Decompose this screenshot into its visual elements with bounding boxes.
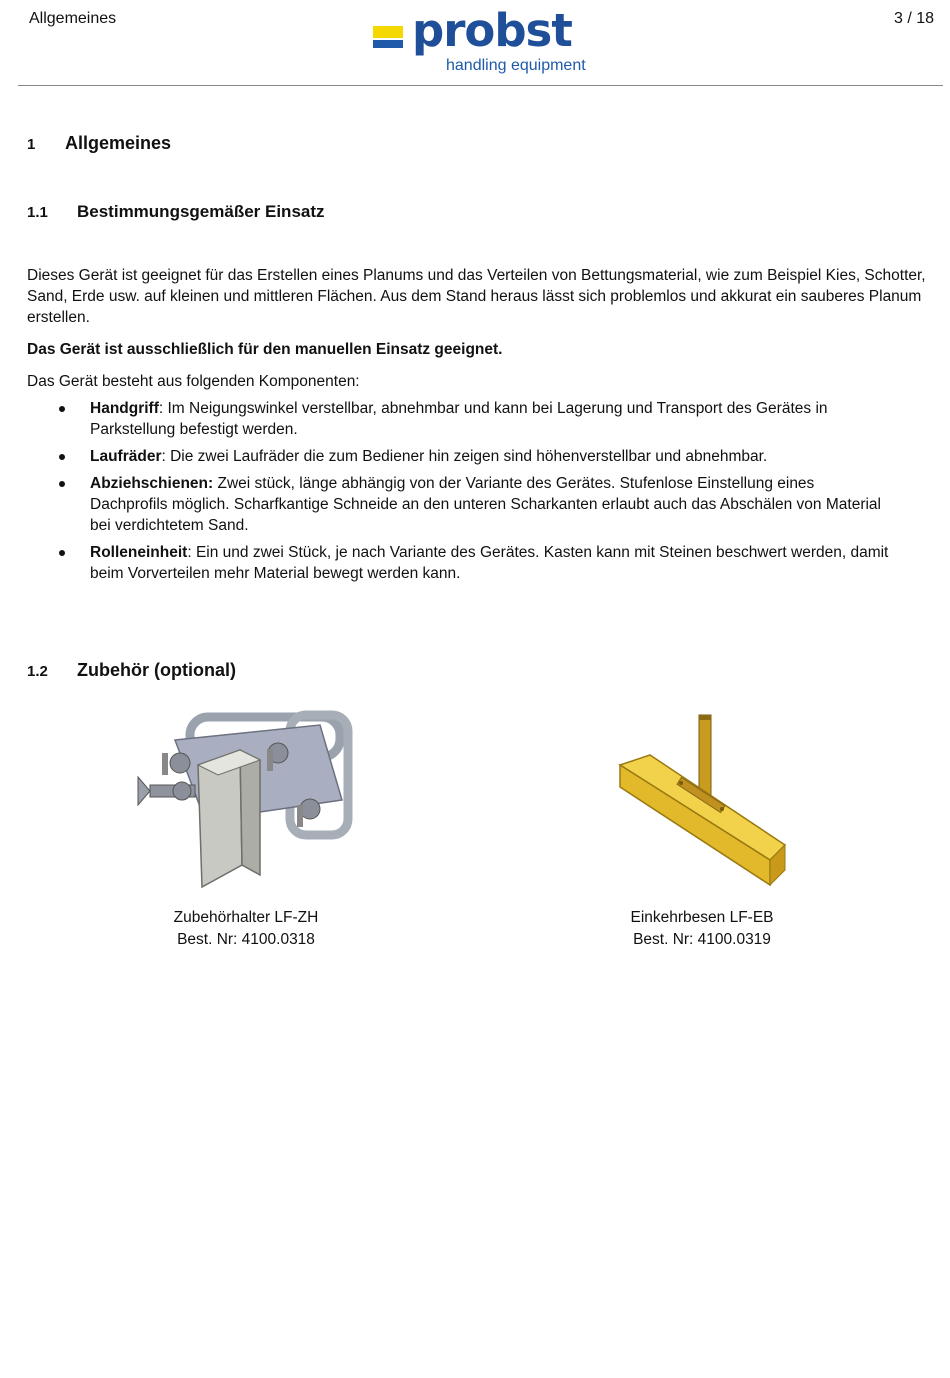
section-number: 1.1	[27, 204, 48, 221]
section-number: 1.2	[27, 663, 48, 680]
bullet-icon	[59, 406, 65, 412]
component-term: Rolleneinheit	[90, 544, 188, 561]
section-heading-1-2	[27, 660, 236, 681]
component-text: : Ein und zwei Stück, je nach Variante des Gerätes. Kasten kann mit Steinen beschwert werden, damit beim Vorverteilen mehr Material bewegt werden kann.	[90, 544, 889, 582]
usage-note: Das Gerät ist ausschließlich für den manuellen Einsatz geeignet.	[27, 341, 503, 358]
accessory-name: Zubehörhalter LF-ZH	[173, 909, 319, 926]
logo-tagline: handling equipment	[446, 57, 586, 74]
logo-mark-icon	[373, 26, 403, 48]
accessory-caption-2	[572, 907, 832, 951]
accessory-name: Einkehrbesen LF-EB	[630, 909, 774, 926]
component-term: Abziehschienen:	[90, 475, 214, 492]
list-item	[59, 398, 889, 440]
component-term: Laufräder	[90, 448, 162, 465]
chapter-number: 1	[27, 136, 36, 153]
bullet-icon	[59, 481, 65, 487]
components-intro: Das Gerät besteht aus folgenden Komponenten:	[27, 373, 360, 390]
accessory-holder-image	[120, 705, 380, 895]
section-title: Zubehör (optional)	[77, 660, 236, 680]
section-title: Bestimmungsgemäßer Einsatz	[77, 202, 325, 221]
component-text: Zwei stück, länge abhängig von der Variante des Gerätes. Stufenlose Einstellung eines Dachprofils möglich. Scharfkantige Schneide an den unteren Scharkanten erlaubt auch das Abschälen von Material bei verdichtetem Sand.	[90, 475, 881, 534]
logo-wordmark: probst	[412, 4, 572, 57]
list-item	[59, 446, 889, 467]
component-text: : Im Neigungswinkel verstellbar, abnehmbar und kann bei Lagerung und Transport des Gerätes in Parkstellung befestigt werden.	[90, 400, 828, 438]
component-text: : Die zwei Laufräder die zum Bediener hin zeigen sind höhenverstellbar und abnehmbar.	[161, 448, 768, 465]
list-item	[59, 542, 889, 584]
header-divider	[18, 85, 943, 86]
chapter-title: Allgemeines	[65, 133, 172, 153]
accessory-order-number: Best. Nr: 4100.0319	[633, 931, 771, 948]
component-term: Handgriff	[90, 400, 159, 417]
accessory-order-number: Best. Nr: 4100.0318	[177, 931, 315, 948]
bullet-icon	[59, 454, 65, 460]
header-section-title: Allgemeines	[29, 10, 117, 27]
chapter-heading	[27, 133, 171, 154]
intro-paragraph: Dieses Gerät ist geeignet für das Erstellen eines Planums und das Verteilen von Bettungsmaterial, wie zum Beispiel Kies, Schotter, Sand, Erde usw. auf kleinen und mittleren Flächen. Aus dem Stand heraus lässt sich problemlos und akkurat ein sauberes Planum erstellen.	[27, 267, 926, 326]
bullet-icon	[59, 550, 65, 556]
accessory-caption-1	[116, 907, 376, 951]
broom-image	[575, 705, 835, 895]
page-number: 3 / 18	[893, 10, 934, 27]
list-item	[59, 473, 889, 536]
section-heading-1-1	[27, 202, 325, 222]
components-list	[59, 398, 889, 590]
probst-logo	[372, 4, 598, 80]
